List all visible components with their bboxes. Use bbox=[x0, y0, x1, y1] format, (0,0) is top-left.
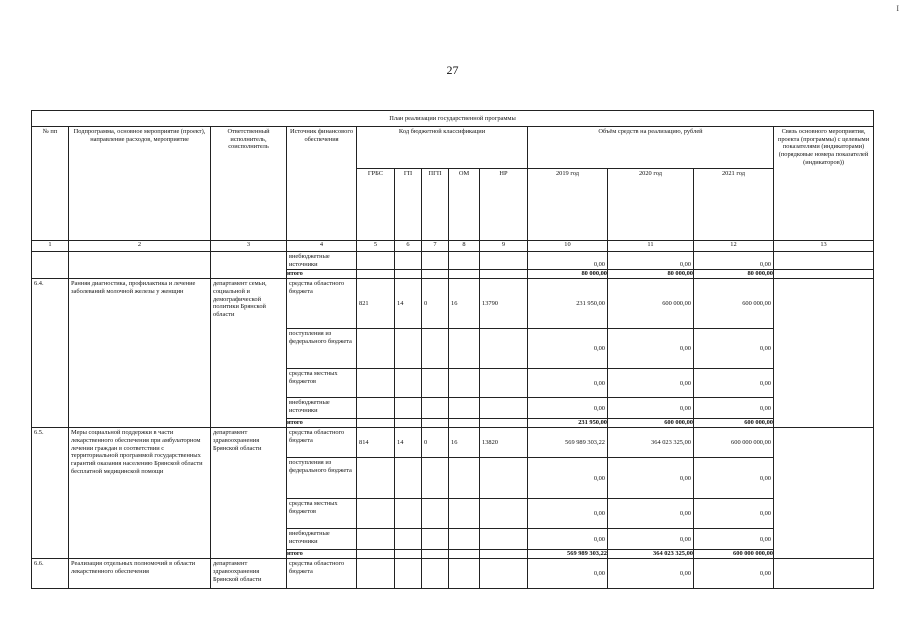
source-cell: итого bbox=[287, 550, 357, 559]
source-cell: средства местных бюджетов bbox=[287, 369, 357, 398]
value-cell: 0,00 bbox=[528, 458, 608, 499]
code-grbs: 821 bbox=[357, 279, 395, 329]
source-cell: итого bbox=[287, 270, 357, 279]
header-budget-code: Код бюджетной классификации bbox=[357, 127, 528, 169]
header-executor: Ответственный исполнитель, соисполнитель bbox=[211, 127, 287, 241]
col-number: 6 bbox=[395, 241, 422, 252]
col-number: 9 bbox=[480, 241, 528, 252]
executor-name: департамент семьи, социальной и демографической политики Брянской области bbox=[211, 279, 287, 428]
value-cell: 0,00 bbox=[528, 252, 608, 270]
measure-name: Меры социальной поддержки в части лекарственного обеспечения при амбулаторном лечении граждан в соответствии с территориальной программой государственных гарантий оказания населению Брянской области бесплатной медицинской помощи bbox=[69, 428, 211, 559]
value-cell: 0,00 bbox=[528, 499, 608, 529]
value-cell: 0,00 bbox=[694, 252, 774, 270]
col-number: 10 bbox=[528, 241, 608, 252]
total-cell: 80 000,00 bbox=[694, 270, 774, 279]
col-number: 2 bbox=[69, 241, 211, 252]
source-cell: средства областного бюджета bbox=[287, 279, 357, 329]
code-pgp: 0 bbox=[422, 428, 449, 458]
source-cell: внебюджетные источники bbox=[287, 252, 357, 270]
executor-name: департамент здравоохранения Брянской области bbox=[211, 559, 287, 589]
value-cell: 0,00 bbox=[528, 398, 608, 419]
table-title: План реализации государственной программы bbox=[32, 111, 874, 127]
header-2020: 2020 год bbox=[608, 169, 694, 241]
code-om: 16 bbox=[449, 279, 480, 329]
value-cell: 0,00 bbox=[608, 329, 694, 369]
code-np: 13790 bbox=[480, 279, 528, 329]
value-cell: 600 000 000,00 bbox=[694, 428, 774, 458]
value-cell: 0,00 bbox=[608, 458, 694, 499]
value-cell: 0,00 bbox=[694, 499, 774, 529]
code-grbs: 814 bbox=[357, 428, 395, 458]
source-cell: средства областного бюджета bbox=[287, 428, 357, 458]
value-cell: 0,00 bbox=[608, 529, 694, 550]
value-cell: 0,00 bbox=[694, 398, 774, 419]
value-cell: 0,00 bbox=[694, 559, 774, 589]
value-cell: 0,00 bbox=[608, 252, 694, 270]
plan-table bbox=[31, 110, 874, 589]
header-np: НР bbox=[480, 169, 528, 241]
value-cell: 0,00 bbox=[608, 369, 694, 398]
value-cell: 600 000,00 bbox=[694, 279, 774, 329]
row-number: 6.6. bbox=[32, 559, 69, 589]
code-pgp: 0 bbox=[422, 279, 449, 329]
source-cell: средства областного бюджета bbox=[287, 559, 357, 589]
total-cell: 600 000 000,00 bbox=[694, 550, 774, 559]
header-gp: ГП bbox=[395, 169, 422, 241]
value-cell: 0,00 bbox=[608, 559, 694, 589]
code-gp: 14 bbox=[395, 279, 422, 329]
value-cell: 0,00 bbox=[694, 458, 774, 499]
code-om: 16 bbox=[449, 428, 480, 458]
value-cell: 0,00 bbox=[528, 529, 608, 550]
header-pgp: ПГП bbox=[422, 169, 449, 241]
total-cell: 231 950,00 bbox=[528, 419, 608, 428]
total-cell: 600 000,00 bbox=[694, 419, 774, 428]
value-cell: 0,00 bbox=[608, 499, 694, 529]
executor-name: департамент здравоохранения Брянской области bbox=[211, 428, 287, 559]
col-number: 3 bbox=[211, 241, 287, 252]
total-cell: 80 000,00 bbox=[528, 270, 608, 279]
source-cell: внебюджетные источники bbox=[287, 398, 357, 419]
header-link: Связь основного мероприятия, проекта (программы) с целевыми показателями (индикаторами) (порядковые номера показателей (индикаторов)) bbox=[774, 127, 874, 241]
value-cell: 0,00 bbox=[608, 398, 694, 419]
col-number: 7 bbox=[422, 241, 449, 252]
measure-name: Реализация отдельных полномочий в области лекарственного обеспечения bbox=[69, 559, 211, 589]
value-cell: 0,00 bbox=[694, 369, 774, 398]
measure-name: Ранняя диагностика, профилактика и лечение заболеваний молочной железы у женщин bbox=[69, 279, 211, 428]
source-cell: итого bbox=[287, 419, 357, 428]
col-number: 8 bbox=[449, 241, 480, 252]
header-grbs: ГРБС bbox=[357, 169, 395, 241]
header-subprogram: Подпрограмма, основное мероприятие (проект), направление расходов, мероприятие bbox=[69, 127, 211, 241]
page-number: 27 bbox=[446, 63, 459, 77]
value-cell: 364 023 325,00 bbox=[608, 428, 694, 458]
header-2019: 2019 год bbox=[528, 169, 608, 241]
col-number: 5 bbox=[357, 241, 395, 252]
header-source: Источник финансового обеспечения bbox=[287, 127, 357, 241]
total-cell: 569 989 303,22 bbox=[528, 550, 608, 559]
value-cell: 0,00 bbox=[694, 329, 774, 369]
total-cell: 364 023 325,00 bbox=[608, 550, 694, 559]
code-np: 13820 bbox=[480, 428, 528, 458]
value-cell: 0,00 bbox=[528, 559, 608, 589]
header-om: ОМ bbox=[449, 169, 480, 241]
source-cell: поступления из федерального бюджета bbox=[287, 458, 357, 499]
col-number: 1 bbox=[32, 241, 69, 252]
total-cell: 80 000,00 bbox=[608, 270, 694, 279]
header-2021: 2021 год bbox=[694, 169, 774, 241]
value-cell: 0,00 bbox=[528, 329, 608, 369]
col-number: 12 bbox=[694, 241, 774, 252]
row-number: 6.4. bbox=[32, 279, 69, 428]
col-number: 4 bbox=[287, 241, 357, 252]
col-number: 13 bbox=[774, 241, 874, 252]
source-cell: средства местных бюджетов bbox=[287, 499, 357, 529]
total-cell: 600 000,00 bbox=[608, 419, 694, 428]
value-cell: 569 989 303,22 bbox=[528, 428, 608, 458]
value-cell: 231 950,00 bbox=[528, 279, 608, 329]
corner-mark: I bbox=[896, 4, 899, 13]
header-volume: Объём средств на реализацию, рублей bbox=[528, 127, 774, 169]
value-cell: 0,00 bbox=[694, 529, 774, 550]
value-cell: 0,00 bbox=[528, 369, 608, 398]
value-cell: 600 000,00 bbox=[608, 279, 694, 329]
source-cell: внебюджетные источники bbox=[287, 529, 357, 550]
header-num: № пп bbox=[32, 127, 69, 241]
row-number: 6.5. bbox=[32, 428, 69, 559]
source-cell: поступления из федерального бюджета bbox=[287, 329, 357, 369]
code-gp: 14 bbox=[395, 428, 422, 458]
col-number: 11 bbox=[608, 241, 694, 252]
